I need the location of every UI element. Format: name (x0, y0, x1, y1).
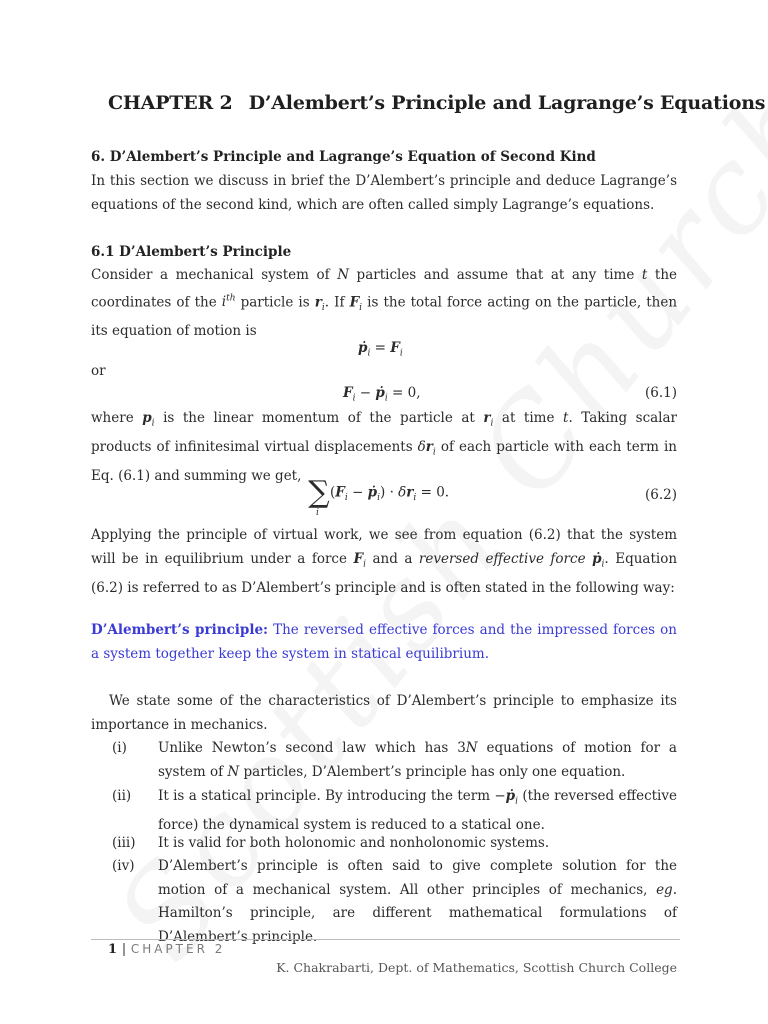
page-number-value: 1 (108, 942, 118, 957)
or-text: or (91, 363, 106, 379)
footer-chapter: CHAPTER 2 (130, 942, 226, 956)
chapter-title (108, 92, 765, 114)
equation-newton: ṗ$_i$ = $F_i$ (358, 340, 403, 359)
list-item: (iv) D’Alembert’s principle is often said to give complete solution for the motion of a mechanical system. All other principles of mechanics, eg. Hamilton’s principle, are different mathematical formulations of D’Alembert’s principle. (112, 858, 677, 945)
paragraph-2: where $p_i$ is the linear momentum of the particle at $r_i$ at time t. Taking scalar products of infinitesimal virtual displacements $\delta r_i$ of each particle with each term in Eq. (6.1) and summing we get, (91, 410, 677, 485)
list-item: (i) Unlike Newton’s second law which has 3N equations of motion for a system of N particles, D’Alembert’s principle has only one equation. (112, 740, 677, 780)
paragraph-3: Applying the principle of virtual work, we see from equation (6.2) that the system will be in equilibrium under a force $F_i$ and a reversed effective force ṗ$_i$. Equation (6.2) is referred to as D’Alembert’s principle and is often stated in the following way: (91, 527, 678, 596)
page-number: 1 | CHAPTER 2 (108, 942, 226, 957)
list-item: (ii) It is a statical principle. By introducing the term −ṗ$_i$ (the reversed effective force) the dynamical system is reduced to a statical one. (112, 788, 677, 834)
principle-statement (91, 619, 677, 666)
equation-6-1-number: (6.1) (644, 385, 677, 401)
section-6-heading: 6. D’Alembert’s Principle and Lagrange’s Equation of Second Kind (91, 149, 596, 165)
chapter-number: CHAPTER 2 (108, 92, 233, 114)
section-6-intro: In this section we discuss in brief the D’Alembert’s principle and deduce Lagrange’s equations of the second kind, which are often called simply Lagrange’s equations. (91, 173, 677, 213)
principle-label: D’Alembert’s principle: (91, 622, 269, 638)
footer-author: K. Chakrabarti, Dept. of Mathematics, Scottish Church College (276, 960, 677, 975)
list-item: (iii) It is valid for both holonomic and nonholonomic systems. (112, 835, 550, 851)
footer-rule (91, 939, 680, 940)
chapter-name: D’Alembert’s Principle and Lagrange’s Equations (248, 92, 766, 114)
equation-6-2-number: (6.2) (644, 487, 677, 503)
section-6-1-heading: 6.1 D’Alembert’s Principle (91, 244, 292, 260)
equation-6-2: ∑ i ($F_i$ − ṗ$_i$) · $\delta r_i = 0$. (308, 475, 450, 518)
paragraph-1: Consider a mechanical system of N particles and assume that at any time t the coordinates of the $i^{th}$ particle is $r_i$. If $F_i$ is the total force acting on the particle, then its equation of motion is (91, 267, 678, 340)
paragraph-4: We state some of the characteristics of D’Alembert’s principle to emphasize its importance in mechanics. (91, 693, 677, 733)
principle-text: The reversed effective forces and the impressed forces on a system together keep the system in statical equilibrium. (91, 622, 677, 662)
equation-6-1: $F_i$ − ṗ$_i$ = 0, (343, 385, 421, 404)
